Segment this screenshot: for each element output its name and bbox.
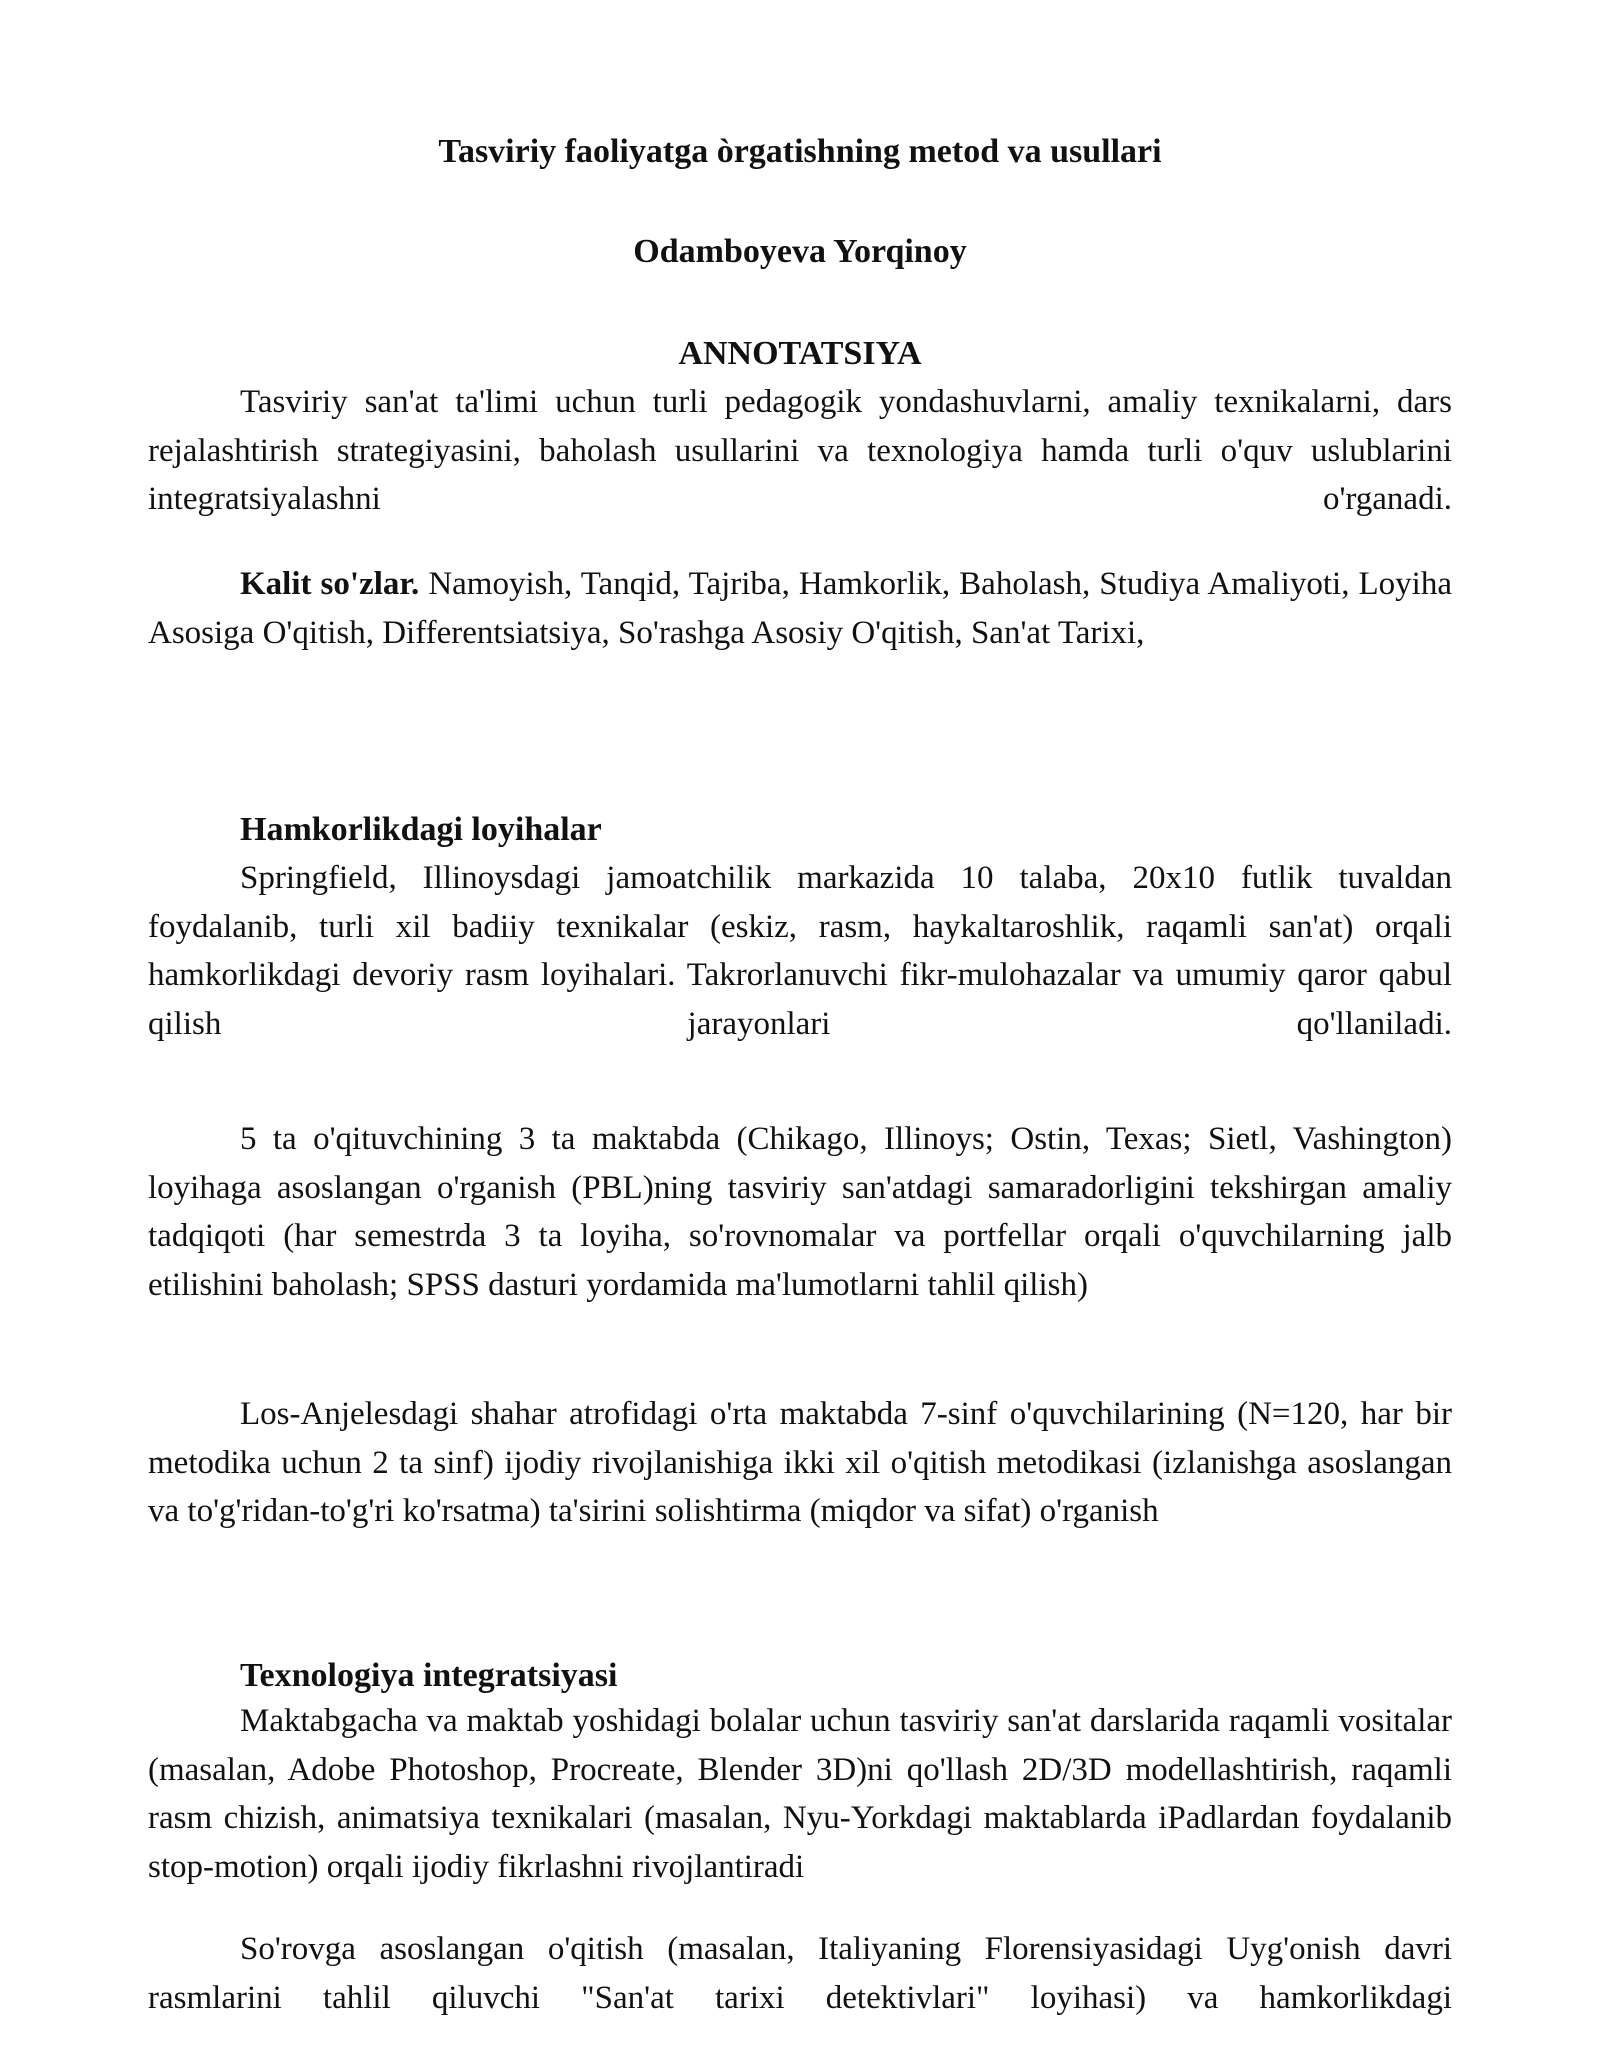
keywords-label: Kalit so'zlar. [240,566,420,602]
paragraph-inquiry-based: So'rovga asoslangan o'qitish (masalan, Italiyaning Florensiyasidagi Uyg'onish davri rasmlarini tahlil qiluvchi "San'at tarixi detektivlari" loyihasi) va hamkorlikdagi [148,1931,1452,2016]
annotation-text: Tasviriy san'at ta'limi uchun turli pedagogik yondashuvlarni, amaliy texnikalarni, dars rejalashtirish strategiyasini, baholash usullarini va texnologiya hamda turli o'quv uslublarini integratsiyalashni o'rganadi. [148,384,1452,517]
document-title: Tasviriy faoliyatga òrgatishning metod va usullari [438,133,1162,170]
section-heading-collaborative-projects: Hamkorlikdagi loyihalar [240,811,602,848]
paragraph-digital-tools: Maktabgacha va maktab yoshidagi bolalar uchun tasviriy san'at darslarida raqamli vositalar (masalan, Adobe Photoshop, Procreate, Blender 3D)ni qo'llash 2D/3D modellashtirish, raqamli rasm chizish, animatsiya texnikalari (masalan, Nyu-Yorkdagi maktablarda iPadlardan foydalanib stop-motion) orqali ijodiy fikrlashni rivojlantiradi [148,1703,1452,1885]
paragraph-los-angeles-study: Los-Anjelesdagi shahar atrofidagi o'rta maktabda 7-sinf o'quvchilarining (N=120, har bir metodika uchun 2 ta sinf) ijodiy rivojlanishiga ikki xil o'qitish metodikasi (izlanishga asoslangan va to'g'ridan-to'g'ri ko'rsatma) ta'sirini solishtirma (miqdor va sifat) o'rganish [148,1396,1452,1529]
keywords-text: Namoyish, Tanqid, Tajriba, Hamkorlik, Baholash, Studiya Amaliyoti, Loyiha Asosiga O'qitish, Differentsiatsiya, So'rashga Asosiy O'qitish, San'at Tarixi, [148,566,1452,651]
paragraph-springfield: Springfield, Illinoysdagi jamoatchilik markazida 10 talaba, 20x10 futlik tuvaldan foydalanib, turli xil badiiy texnikalar (eskiz, rasm, haykaltaroshlik, raqamli san'at) orqali hamkorlikdagi devoriy rasm loyihalari. Takrorlanuvchi fikr-mulohazalar va umumiy qaror qabul qilish jarayonlari qo'llaniladi. [148,860,1452,1042]
keywords-paragraph [148,560,1452,657]
author-name: Odamboyeva Yorqinoy [633,233,967,270]
paragraph-pbl-research: 5 ta o'qituvchining 3 ta maktabda (Chikago, Illinoys; Ostin, Texas; Sietl, Vashington) loyihaga asoslangan o'rganish (PBL)ning tasviriy san'atdagi samaradorligini tekshirgan amaliy tadqiqoti (har semestrda 3 ta loyiha, so'rovnomalar va portfellar orqali o'quvchilarning jalb etilishini baholash; SPSS dasturi yordamida ma'lumotlarni tahlil qilish) [148,1121,1452,1303]
annotation-heading: ANNOTATSIYA [678,335,922,372]
section-heading-technology-integration: Texnologiya integratsiyasi [240,1657,618,1694]
